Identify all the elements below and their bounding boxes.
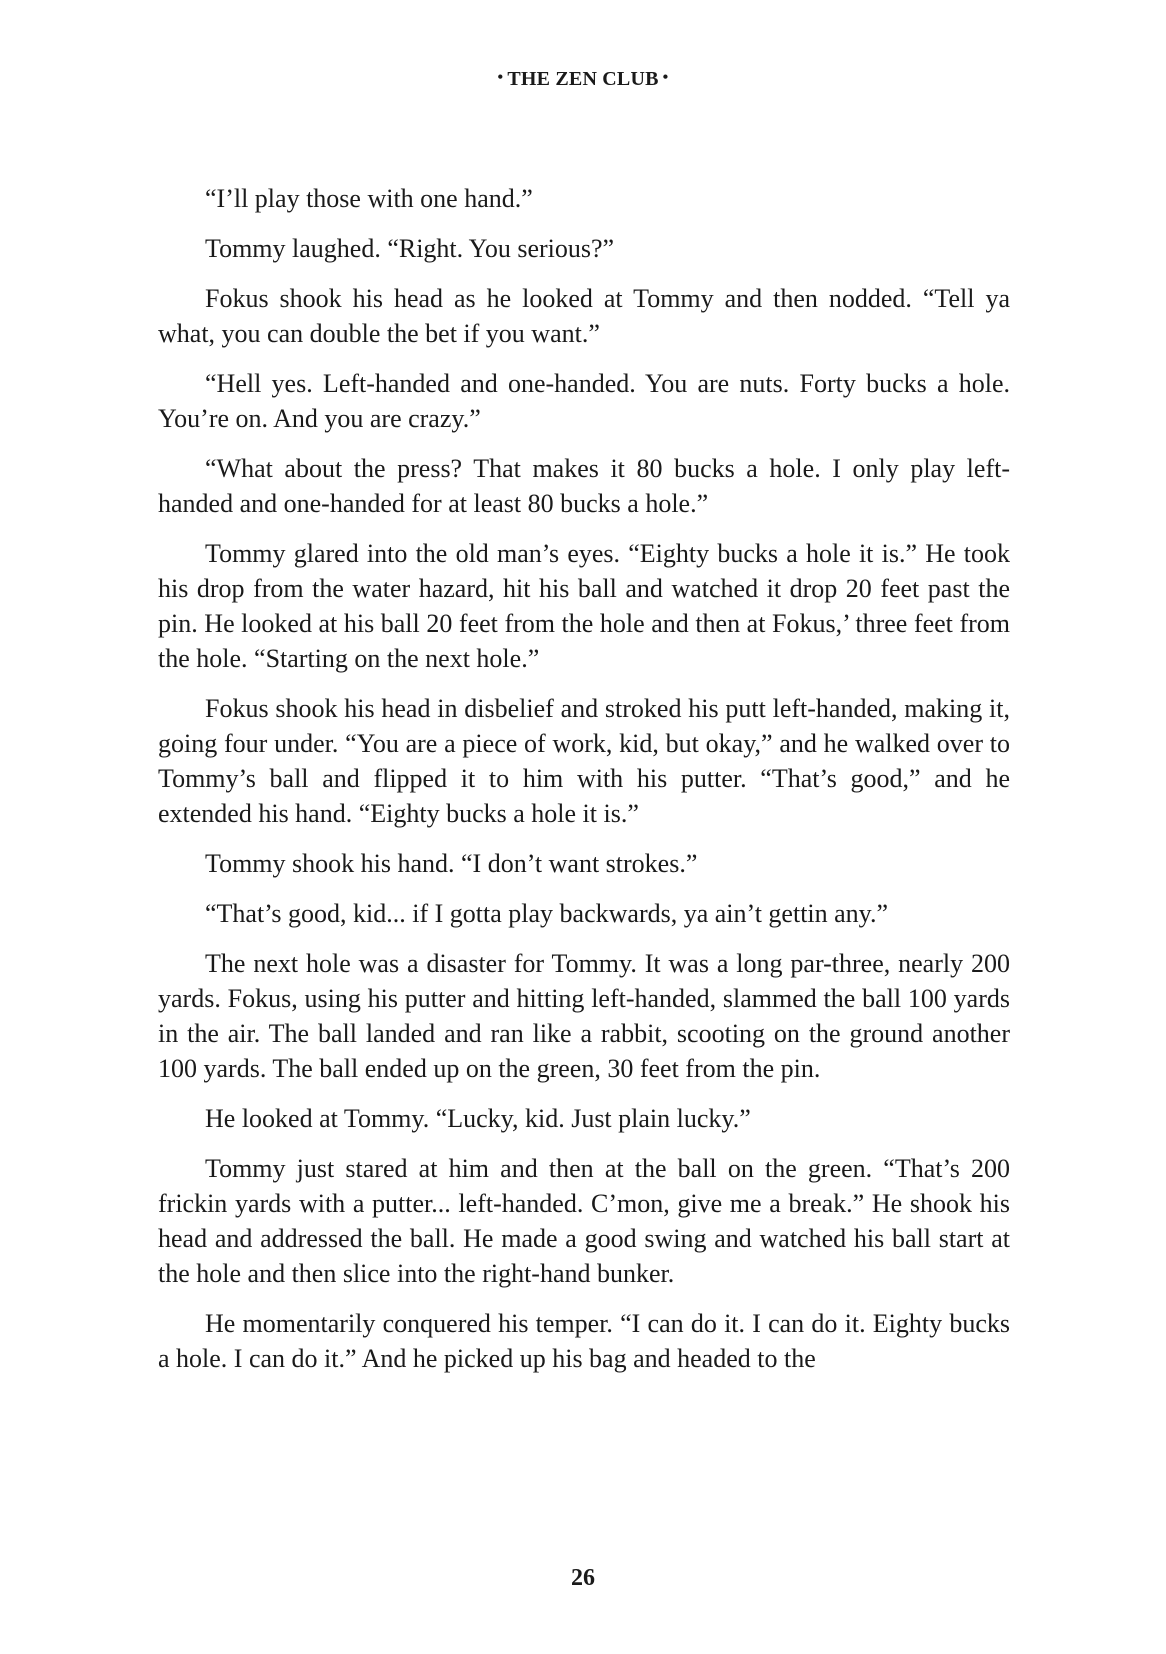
paragraph: Fokus shook his head as he looked at Tommy and then nodded. “Tell ya what, you can double the bet if you want.” <box>158 284 1010 348</box>
paragraph: “Hell yes. Left-handed and one-handed. You are nuts. Forty bucks a hole. You’re on. And you are crazy.” <box>158 369 1010 433</box>
paragraph: Fokus shook his head in disbelief and stroked his putt left-handed, making it, going four under. “You are a piece of work, kid, but okay,” and he walked over to Tommy’s ball and flipped it to him with his putter. “That’s good,” and he extended his hand. “Eighty bucks a hole it is.” <box>158 694 1010 828</box>
paragraph: He looked at Tommy. “Lucky, kid. Just plain lucky.” <box>205 1104 751 1133</box>
running-head <box>0 68 1166 91</box>
paragraph: He momentarily conquered his temper. “I can do it. I can do it. Eighty bucks a hole. I can do it.” And he picked up his bag and headed to the <box>158 1309 1010 1373</box>
paragraph: Tommy laughed. “Right. You serious?” <box>205 234 615 263</box>
book-title: THE ZEN CLUB <box>507 68 659 90</box>
page-number: 26 <box>571 1565 595 1591</box>
paragraph: The next hole was a disaster for Tommy. It was a long par-three, nearly 200 yards. Fokus, using his putter and hitting left-handed, slammed the ball 100 yards in the air. The ball landed and ran like a rabbit, scooting on the ground another 100 yards. The ball ended up on the green, 30 feet from the pin. <box>158 949 1010 1083</box>
paragraph: Tommy shook his hand. “I don’t want strokes.” <box>205 849 698 878</box>
paragraph: Tommy glared into the old man’s eyes. “Eighty bucks a hole it is.” He took his drop from the water hazard, hit his ball and watched it drop 20 feet past the pin. He looked at his ball 20 feet from the hole and then at Fokus,’ three feet from the hole. “Starting on the next hole.” <box>158 539 1010 673</box>
paragraph: “That’s good, kid... if I gotta play backwards, ya ain’t gettin any.” <box>205 899 889 928</box>
bullet-right: • <box>662 69 669 86</box>
paragraph: “What about the press? That makes it 80 bucks a hole. I only play left-handed and one-handed for at least 80 bucks a hole.” <box>158 454 1010 518</box>
paragraph: “I’ll play those with one hand.” <box>205 184 533 213</box>
paragraph: Tommy just stared at him and then at the ball on the green. “That’s 200 frickin yards with a putter... left-handed. C’mon, give me a break.” He shook his head and addressed the ball. He made a good swing and watched his ball start at the hole and then slice into the right-hand bunker. <box>158 1154 1010 1288</box>
bullet-left: • <box>497 69 504 86</box>
body-text <box>158 181 1010 1391</box>
